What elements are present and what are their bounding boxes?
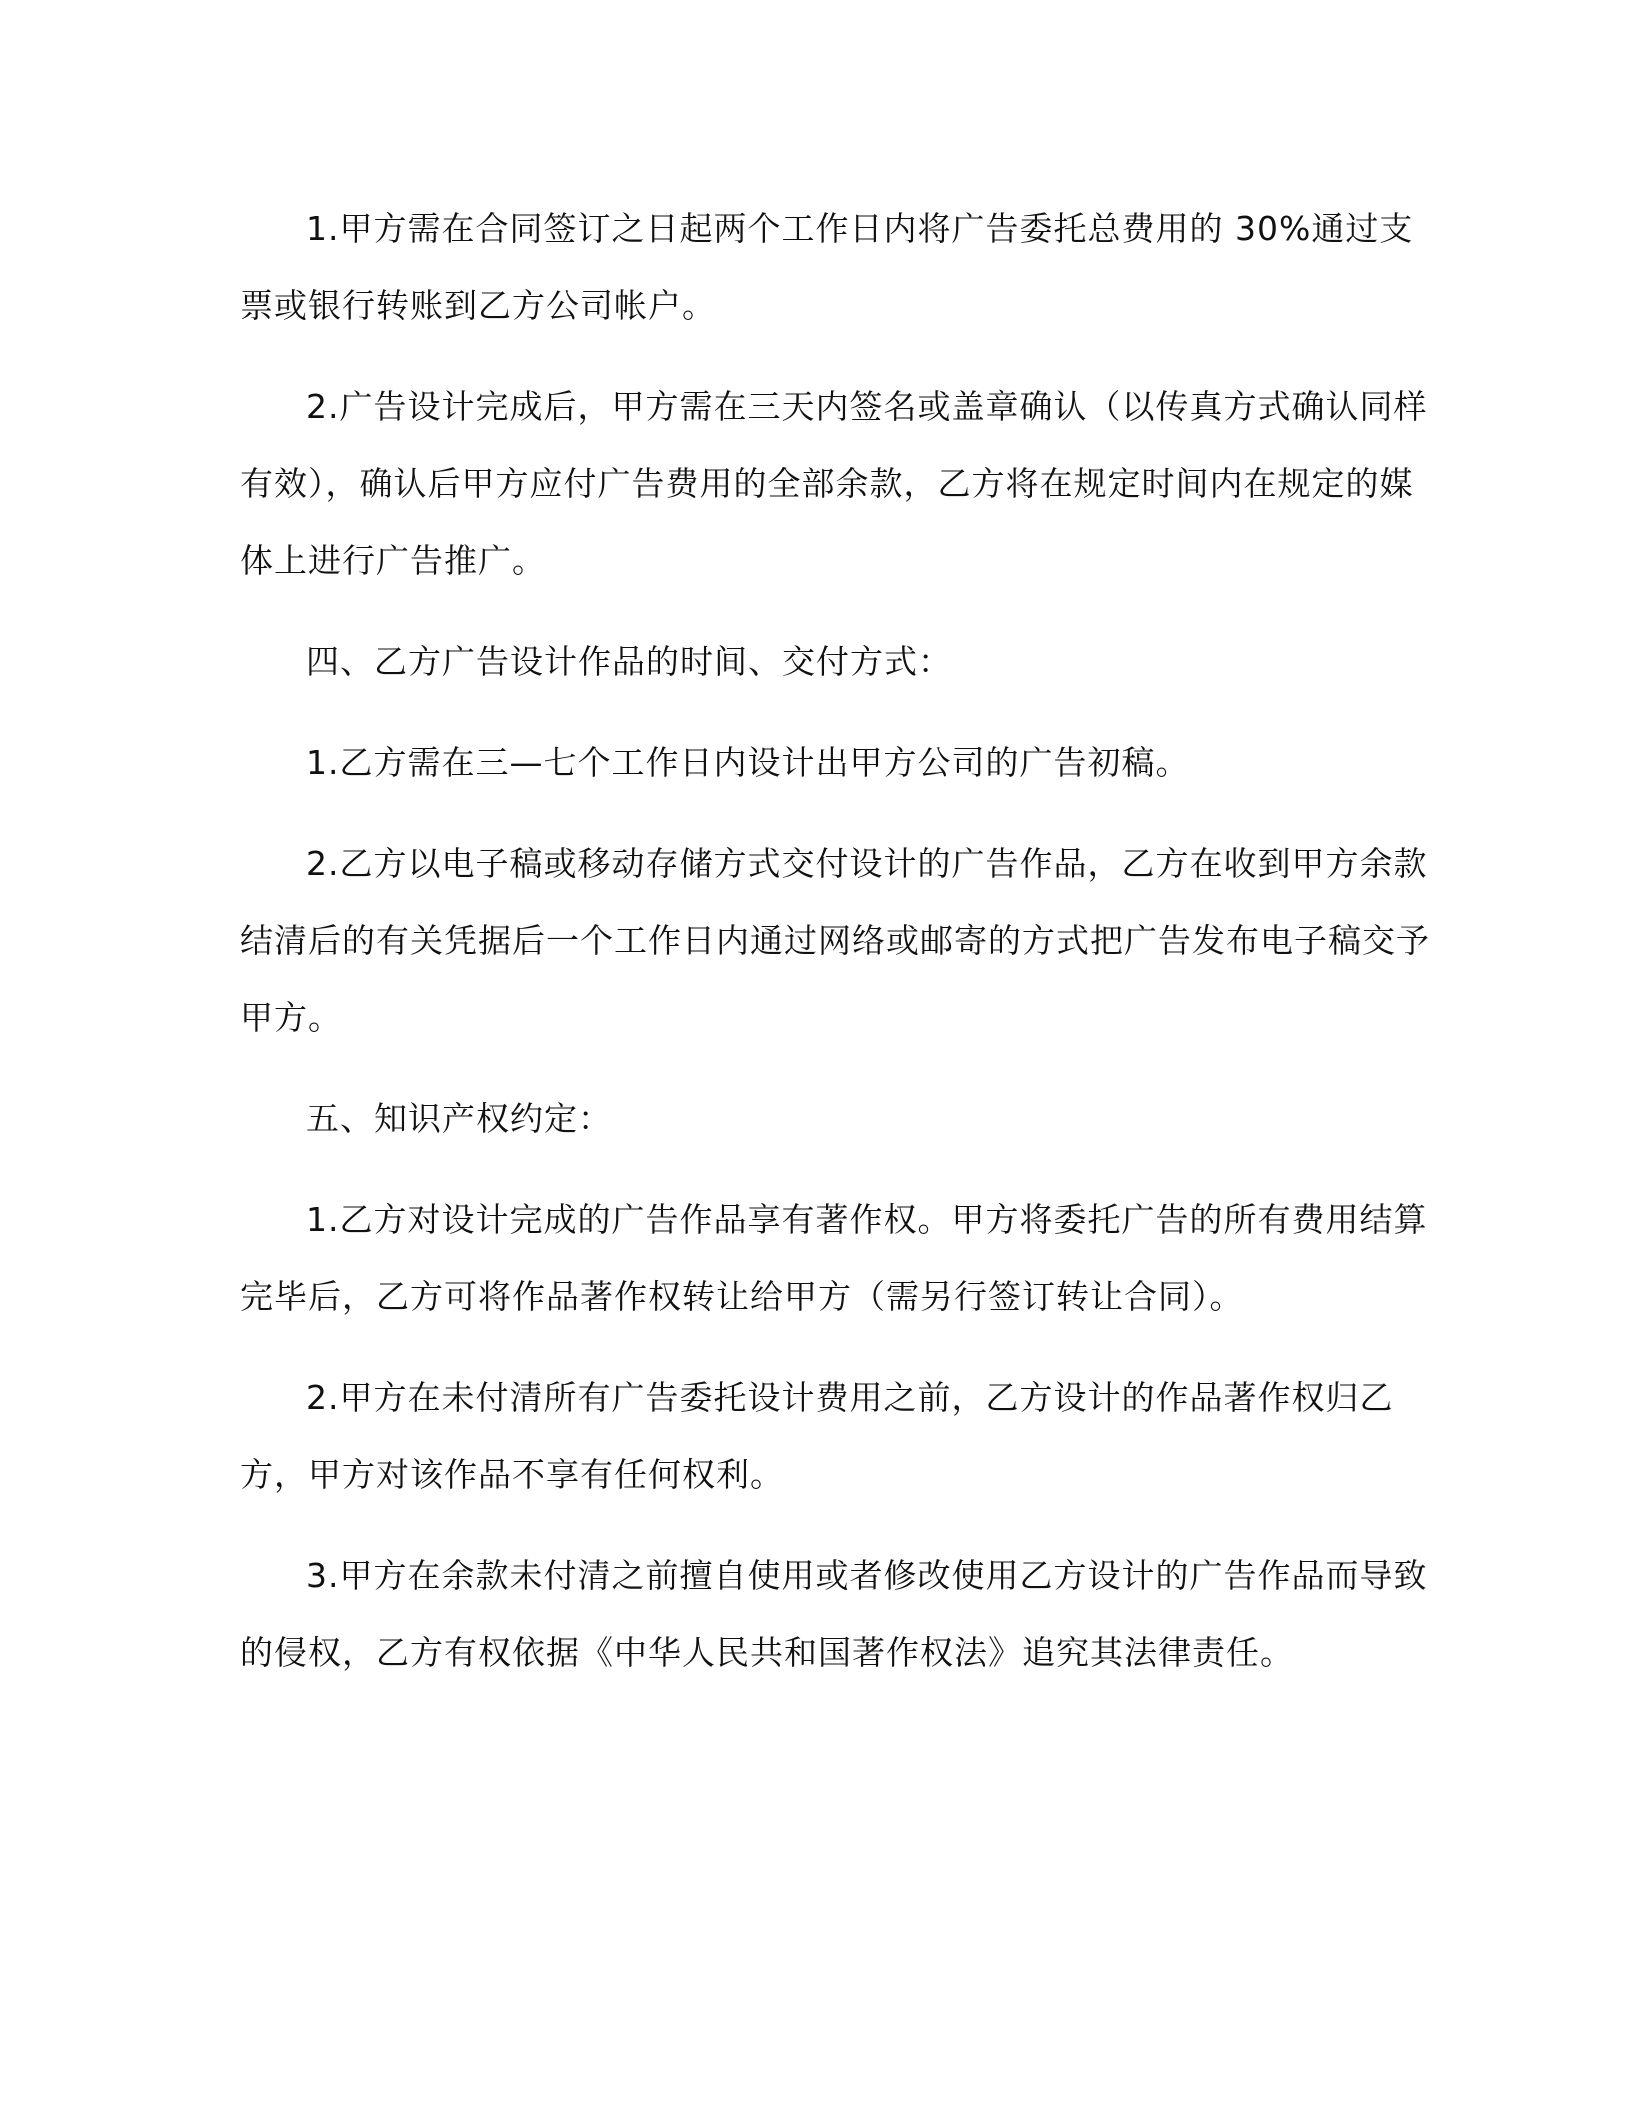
payment-clause-2: 2.广告设计完成后，甲方需在三天内签名或盖章确认（以传真方式确认同样有效），确认后甲方应付广告费用的全部余款，乙方将在规定时间内在规定的媒体上进行广告推广。 (240, 387, 1428, 580)
delivery-clause-2: 2.乙方以电子稿或移动存储方式交付设计的广告作品，乙方在收到甲方余款结清后的有关凭据后一个工作日内通过网络或邮寄的方式把广告发布电子稿交予甲方。 (240, 844, 1430, 1037)
section-heading-ip: 五、知识产权约定： (306, 1099, 612, 1138)
ip-clause-2: 2.甲方在未付清所有广告委托设计费用之前，乙方设计的作品著作权归乙方，甲方对该作品不享有任何权利。 (240, 1378, 1394, 1494)
ip-clause-3: 3.甲方在余款未付清之前擅自使用或者修改使用乙方设计的广告作品而导致的侵权，乙方有权依据《中华人民共和国著作权法》追究其法律责任。 (240, 1556, 1428, 1672)
section-heading-delivery: 四、乙方广告设计作品的时间、交付方式： (306, 642, 952, 681)
payment-clause-1: 1.甲方需在合同签订之日起两个工作日内将广告委托总费用的 30%通过支票或银行转账到乙方公司帐户。 (240, 209, 1414, 325)
ip-clause-1: 1.乙方对设计完成的广告作品享有著作权。甲方将委托广告的所有费用结算完毕后，乙方可将作品著作权转让给甲方（需另行签订转让合同）。 (240, 1200, 1428, 1316)
delivery-clause-1: 1.乙方需在三—七个工作日内设计出甲方公司的广告初稿。 (306, 743, 1190, 782)
document-body (240, 190, 1430, 1715)
